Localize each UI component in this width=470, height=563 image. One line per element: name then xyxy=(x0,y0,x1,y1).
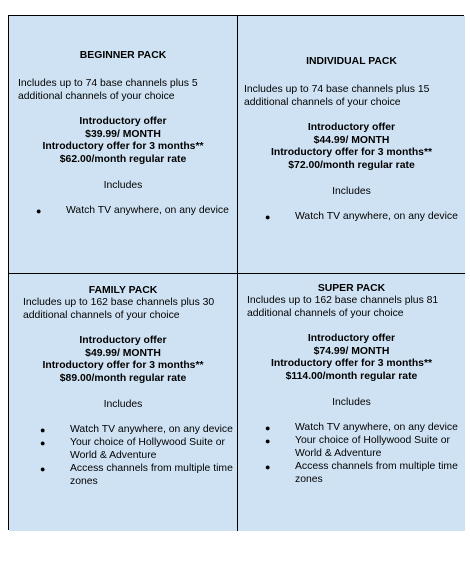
feature-item xyxy=(238,211,461,224)
offer-term: Introductory offer for 3 months** xyxy=(270,358,433,370)
pack-card-individual xyxy=(238,16,465,274)
pack-title: SUPER PACK xyxy=(317,283,386,294)
feature-list xyxy=(9,205,233,218)
feature-item xyxy=(9,424,233,437)
offer-heading: Introductory offer xyxy=(79,335,167,346)
bullet-dot-icon: ● xyxy=(265,461,271,472)
offer-price: $49.99/ MONTH xyxy=(85,347,161,359)
feature-item xyxy=(238,461,461,486)
offer-term: Introductory offer for 3 months** xyxy=(270,147,433,159)
feature-item xyxy=(238,435,461,460)
offer-term: Introductory offer for 3 months** xyxy=(42,141,204,153)
pack-title: INDIVIDUAL PACK xyxy=(306,56,397,67)
offer-block xyxy=(9,335,237,385)
feature-item xyxy=(9,205,233,218)
offer-block xyxy=(238,122,465,172)
includes-label: Includes xyxy=(332,397,371,408)
pack-description: Includes up to 162 base channels plus 30 additional channels of your choice xyxy=(23,297,215,321)
feature-text: Watch TV anywhere, on any device xyxy=(70,424,233,435)
offer-heading: Introductory offer xyxy=(307,333,396,344)
feature-text: Watch TV anywhere, on any device xyxy=(295,211,458,222)
bullet-dot-icon: ● xyxy=(40,438,46,449)
feature-list xyxy=(9,424,233,489)
regular-rate: $114.00/month regular rate xyxy=(285,370,418,382)
pack-title: BEGINNER PACK xyxy=(79,50,167,61)
pack-card-super xyxy=(238,274,465,531)
feature-text: Your choice of Hollywood Suite or World & Adventure xyxy=(295,435,450,459)
regular-rate: $72.00/month regular rate xyxy=(288,159,415,171)
pack-title: FAMILY PACK xyxy=(88,285,158,296)
bullet-dot-icon: ● xyxy=(36,206,42,216)
offer-heading: Introductory offer xyxy=(307,122,396,133)
feature-text: Your choice of Hollywood Suite or World & Adventure xyxy=(70,437,225,461)
offer-heading: Introductory offer xyxy=(79,116,167,127)
bullet-dot-icon: ● xyxy=(265,212,271,222)
regular-rate: $62.00/month regular rate xyxy=(59,153,187,165)
offer-block xyxy=(9,116,237,166)
includes-label: Includes xyxy=(103,399,143,410)
offer-block xyxy=(238,333,465,383)
feature-item xyxy=(9,437,233,462)
offer-price: $74.99/ MONTH xyxy=(313,345,390,357)
pack-description: Includes up to 162 base channels plus 81 additional channels of your choice xyxy=(247,295,439,319)
bullet-dot-icon: ● xyxy=(265,423,271,433)
bullet-dot-icon: ● xyxy=(40,463,46,474)
feature-item xyxy=(238,422,461,435)
includes-label: Includes xyxy=(103,180,143,191)
feature-text: Watch TV anywhere, on any device xyxy=(66,205,229,216)
pack-description: Includes up to 74 base channels plus 5 additional channels of your choice xyxy=(18,78,198,102)
feature-text: Access channels from multiple time zones xyxy=(70,462,233,487)
pack-card-family xyxy=(9,274,238,531)
pack-card-beginner xyxy=(9,16,238,274)
includes-label: Includes xyxy=(332,186,371,197)
pack-comparison-table xyxy=(8,15,464,530)
pack-description: Includes up to 74 base channels plus 15 additional channels of your choice xyxy=(244,84,430,108)
offer-price: $44.99/ MONTH xyxy=(313,134,390,146)
regular-rate: $89.00/month regular rate xyxy=(59,372,187,384)
offer-term: Introductory offer for 3 months** xyxy=(42,360,204,372)
feature-list xyxy=(238,211,461,224)
bullet-dot-icon: ● xyxy=(265,436,271,447)
bullet-dot-icon: ● xyxy=(40,425,46,435)
feature-text: Watch TV anywhere, on any device xyxy=(295,422,458,433)
offer-price: $39.99/ MONTH xyxy=(85,128,161,140)
feature-text: Access channels from multiple time zones xyxy=(295,460,458,485)
feature-list xyxy=(238,422,461,487)
feature-item xyxy=(9,463,233,488)
